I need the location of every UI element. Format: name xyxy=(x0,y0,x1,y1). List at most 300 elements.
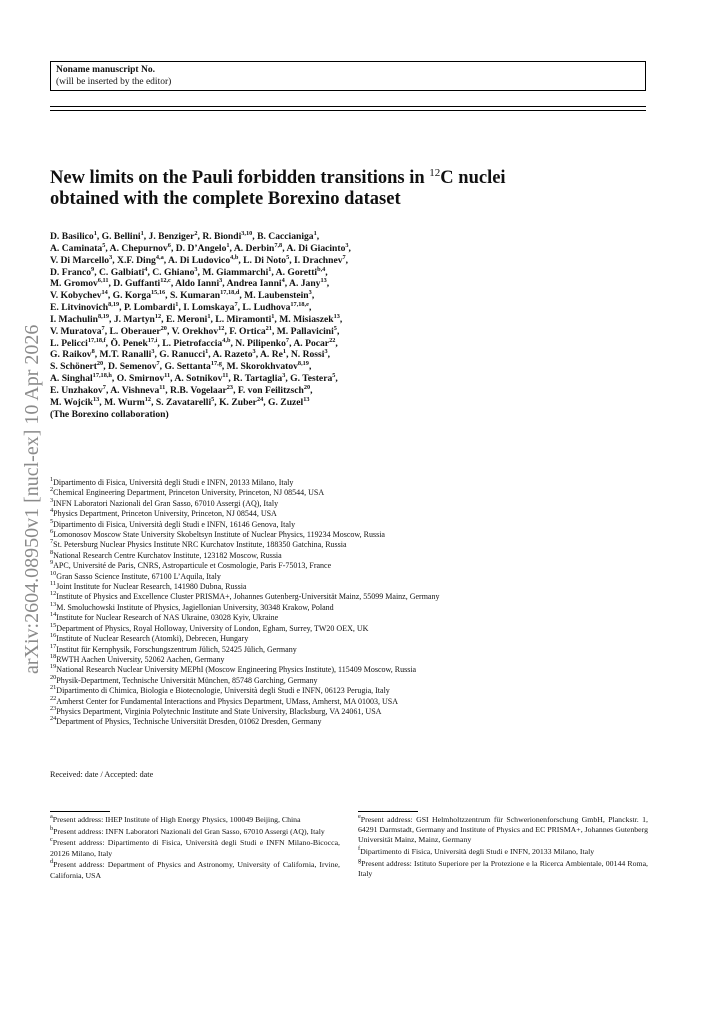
author-affiliation-marker: 9 xyxy=(91,265,95,273)
author-line xyxy=(50,255,660,267)
affiliation-number: 20 xyxy=(50,673,57,681)
header-rule-thin xyxy=(50,110,646,111)
author-line xyxy=(50,290,660,302)
author-name: V. Di Marcello xyxy=(50,254,110,266)
author-name: A. Goretti xyxy=(275,266,318,278)
author-line xyxy=(50,302,660,314)
affiliation-text: RWTH Aachen University, 52062 Aachen, Germany xyxy=(56,654,225,664)
author-separator: , xyxy=(326,278,330,290)
title-text: New limits on the Pauli forbidden transitions in xyxy=(50,168,430,188)
author-name: D. Franco xyxy=(50,266,92,278)
editor-note: (will be inserted by the editor) xyxy=(56,77,172,87)
author-name: D. Semenov xyxy=(108,361,157,373)
affiliation-item xyxy=(50,652,670,665)
author-name: G. Raikov xyxy=(50,349,92,361)
author-name: Ö. Penek xyxy=(110,337,148,349)
author-affiliation-marker: 7 xyxy=(102,383,106,391)
footnotes-left xyxy=(50,815,340,882)
author-affiliation-marker: 1 xyxy=(175,301,179,309)
author-name: D. Guffanti xyxy=(113,278,161,290)
affiliation-number: 11 xyxy=(50,580,57,588)
author-separator: , xyxy=(238,254,244,266)
footnote-text: Present address: GSI Helmholtzzentrum für Schwerionenforschung GmbH, Planckstr. 1, 64291 Darmstadt, Germany and Institute of Physics and EC PRISMA+, Johannes Gutenberg Universität Mainz, Mainz, Germany xyxy=(358,815,648,845)
author-affiliation-marker: 5 xyxy=(102,241,106,249)
author-name: R.B. Vogelaar xyxy=(170,384,227,396)
author-affiliation-marker: 8,19 xyxy=(97,312,110,320)
author-name: M. Misiaszek xyxy=(279,313,334,325)
author-affiliation-marker: 1 xyxy=(207,312,211,320)
author-name: J. Benziger xyxy=(148,231,195,242)
author-name: A. Caminata xyxy=(50,242,103,254)
author-affiliation-marker: 4 xyxy=(144,265,148,273)
author-separator: , xyxy=(143,231,149,242)
author-name: M. Pallavicini xyxy=(276,325,334,337)
author-separator: , xyxy=(308,361,312,373)
author-line xyxy=(50,409,660,421)
affiliation-number: 15 xyxy=(50,621,57,629)
footnote-text: Dipartimento di Fisica, Università degli Studi e INFN, 20133 Milano, Italy xyxy=(360,847,595,857)
footnote-marker: a xyxy=(50,813,53,820)
author-affiliation-marker: 11 xyxy=(222,372,229,380)
affiliation-number: 1 xyxy=(50,476,54,483)
author-affiliation-marker: 22 xyxy=(329,336,336,344)
author-separator: , xyxy=(210,313,216,325)
author-name: X.F. Ding xyxy=(117,254,156,266)
author-name: I. Drachnev xyxy=(294,254,343,266)
affiliation-text: Institute of Physics and Excellence Cluster PRISMA+, Johannes Gutenberg-Universität Mainz, 55099 Mainz, Germany xyxy=(56,592,440,602)
author-affiliation-marker: 20 xyxy=(303,383,311,391)
author-separator: , xyxy=(166,325,172,337)
author-separator: , xyxy=(108,278,114,290)
author-separator: , xyxy=(170,242,176,254)
footnote-text: Present address: Dipartimento di Fisica, Università degli Studi e INFN Milano-Bicocca, 20126 Milano, Italy xyxy=(50,838,340,858)
affiliation-item xyxy=(50,665,670,675)
affiliation-number: 19 xyxy=(50,663,57,671)
author-separator: , xyxy=(282,242,287,254)
affiliation-item xyxy=(50,496,670,509)
author-affiliation-marker: 5 xyxy=(286,253,290,261)
affiliation-text: APC, Université de Paris, CNRS, Astroparticule et Cosmologie, Paris F-75013, France xyxy=(53,561,332,571)
author-affiliation-marker: 12,c xyxy=(160,277,171,285)
affiliation-text: Chemical Engineering Department, Princeton University, Princeton, NJ 08544, USA xyxy=(53,488,325,498)
author-affiliation-marker: 3 xyxy=(252,348,256,356)
received-date: Received: date / Accepted: date xyxy=(50,770,154,779)
author-separator: , xyxy=(233,384,238,396)
author-affiliation-marker: 1 xyxy=(271,312,275,320)
author-separator: , xyxy=(96,231,102,242)
affiliation-number: 2 xyxy=(50,486,54,494)
footnote-item xyxy=(50,824,340,837)
author-name: D. Basilico xyxy=(50,231,94,242)
author-separator: , xyxy=(94,266,99,278)
affiliation-item xyxy=(50,582,670,592)
author-affiliation-marker: 17,g xyxy=(210,360,222,368)
author-name: E. Unzhakov xyxy=(50,384,103,396)
footnote-text: Present address: Department of Physics and Astronomy, University of California, Irvine, California, USA xyxy=(50,860,340,880)
author-name: B. Caccianiga xyxy=(257,231,314,242)
affiliation-text: Institute for Nuclear Research of NAS Ukraine, 03028 Kyiv, Ukraine xyxy=(56,613,279,623)
author-name: Andrea Ianni xyxy=(226,278,282,290)
author-name: A. Re xyxy=(259,349,283,361)
author-affiliation-marker: 12 xyxy=(218,324,225,332)
author-separator: , xyxy=(99,396,105,408)
author-affiliation-marker: 7 xyxy=(101,324,105,332)
affiliation-item xyxy=(50,569,670,582)
author-separator: , xyxy=(308,302,312,314)
affiliation-text: M. Smoluchowski Institute of Physics, Jagiellonian University, 30348 Krakow, Poland xyxy=(56,602,334,612)
author-affiliation-marker: 1 xyxy=(140,230,144,237)
author-line xyxy=(50,385,660,397)
author-separator: , xyxy=(94,349,100,361)
author-name: S. Schönert xyxy=(50,361,97,373)
author-separator: , xyxy=(274,313,280,325)
affiliation-item xyxy=(50,686,670,696)
affiliation-text: Institut für Kernphysik, Forschungszentrum Jülich, 52425 Jülich, Germany xyxy=(56,644,297,654)
author-name: V. Orekhov xyxy=(171,325,219,337)
author-affiliation-marker: 17,i xyxy=(147,336,158,344)
title-line-1 xyxy=(50,168,650,189)
affiliation-number: 18 xyxy=(50,652,57,660)
author-affiliation-marker: 3 xyxy=(109,253,113,261)
author-affiliation-marker: 3 xyxy=(308,289,312,297)
affiliation-list xyxy=(50,478,670,728)
author-name: A. Chepurnov xyxy=(109,242,168,254)
footnote-marker: e xyxy=(358,813,361,820)
author-name: M. Giammarchi xyxy=(202,266,269,278)
author-name: G. Ranucci xyxy=(159,349,206,361)
author-name: E. Litvinovich xyxy=(50,302,109,314)
author-separator: , xyxy=(336,325,340,337)
author-separator: , xyxy=(229,242,234,254)
author-separator: , xyxy=(214,396,220,408)
author-separator: , xyxy=(154,349,160,361)
author-affiliation-marker: 4,b xyxy=(222,336,231,344)
affiliation-item xyxy=(50,673,670,686)
author-affiliation-marker: 14 xyxy=(101,289,108,297)
affiliation-item xyxy=(50,634,670,644)
author-name: A. Pocar xyxy=(293,337,330,349)
author-name: A. Derbin xyxy=(233,242,275,254)
author-affiliation-marker: 1 xyxy=(226,241,230,249)
author-affiliation-marker: 5 xyxy=(211,395,215,403)
author-line xyxy=(50,349,660,361)
affiliation-text: Physics Department, Virginia Polytechnic Institute and State University, Blacksburg, VA 24061, USA xyxy=(56,706,382,716)
footnote-text: Present address: Istituto Superiore per la Protezione e la Ricerca Ambientale, 00144 Roma, Italy xyxy=(358,858,648,879)
affiliation-number: 23 xyxy=(50,704,57,712)
author-name: G. Testera xyxy=(290,373,333,385)
affiliation-number: 9 xyxy=(50,559,54,567)
author-affiliation-marker: 17,18,e xyxy=(290,301,309,309)
author-name: G. Bellini xyxy=(101,231,141,242)
affiliation-text: St. Petersburg Nuclear Physics Institute NRC Kurchatov Institute, 188350 Gatchina, Russia xyxy=(53,540,347,550)
author-separator: , xyxy=(170,278,176,290)
author-affiliation-marker: 2 xyxy=(194,230,198,237)
author-affiliation-marker: 13 xyxy=(303,395,310,403)
author-affiliation-marker: 17,18,h xyxy=(92,372,112,380)
author-name: F. Ortica xyxy=(229,325,266,337)
author-affiliation-marker: 4,a xyxy=(155,253,164,261)
author-affiliation-marker: 3 xyxy=(219,277,223,285)
author-name: M. Wojcik xyxy=(50,396,93,408)
author-name: A. Singhal xyxy=(50,373,93,385)
author-name: V. Kobychev xyxy=(50,290,102,302)
affiliation-item xyxy=(50,592,670,602)
affiliation-text: Physik-Department, Technische Universität München, 85748 Garching, Germany xyxy=(56,675,318,685)
author-affiliation-marker: 1 xyxy=(268,265,272,273)
author-name: M.T. Ranalli xyxy=(99,349,152,361)
author-separator: , xyxy=(230,337,236,349)
author-name: A. Jany xyxy=(289,278,321,290)
author-separator: (The Borexino collaboration) xyxy=(50,408,169,420)
author-affiliation-marker: 20 xyxy=(160,324,167,332)
author-name: L. Miramonti xyxy=(215,313,272,325)
author-name: C. Galbiati xyxy=(98,266,145,278)
author-affiliation-marker: 1 xyxy=(93,230,97,237)
affiliation-text: Institute of Nuclear Research (Atomki), Debrecen, Hungary xyxy=(56,634,249,644)
affiliation-text: Dipartimento di Chimica, Biologia e Biotecnologie, Università degli Studi e INFN, 06123 Perugia, Italy xyxy=(56,686,390,696)
manuscript-number: Noname manuscript No. xyxy=(56,65,155,75)
author-name: A. Di Giacinto xyxy=(286,242,346,254)
author-separator: , xyxy=(325,266,328,278)
author-separator: , xyxy=(159,361,165,373)
affiliation-text: Dipartimento di Fisica, Università degli Studi e INFN, 16146 Genova, Italy xyxy=(53,519,296,529)
arxiv-watermark: arXiv:2604.08950v1 [nucl-ex] 10 Apr 2026 xyxy=(21,324,43,674)
footnote-marker: b xyxy=(50,824,54,832)
affiliation-item xyxy=(50,561,670,571)
author-separator: , xyxy=(165,290,170,302)
footnote-rule-right xyxy=(358,811,418,812)
affiliation-text: INFN Laboratori Nazionali del Gran Sasso, 67010 Assergi (AQ), Italy xyxy=(53,498,279,508)
author-affiliation-marker: 11 xyxy=(164,372,171,380)
author-line xyxy=(50,314,660,326)
author-line xyxy=(50,278,660,290)
author-line xyxy=(50,231,660,243)
author-separator: , xyxy=(252,231,258,242)
author-name: E. Meroni xyxy=(165,313,208,325)
affiliation-number: 24 xyxy=(50,715,57,723)
author-separator: , xyxy=(163,254,169,266)
affiliation-number: 5 xyxy=(50,517,54,525)
manuscript-box xyxy=(50,61,646,91)
author-separator: , xyxy=(111,373,117,385)
author-separator: , xyxy=(271,325,277,337)
author-separator: , xyxy=(345,254,349,266)
footnote-rule-left xyxy=(50,811,110,812)
author-separator: , xyxy=(119,302,124,314)
author-separator: , xyxy=(311,290,315,302)
author-name: A. Vishneva xyxy=(110,384,160,396)
author-name: V. Muratova xyxy=(50,325,102,337)
author-name: S. Zavatarelli xyxy=(155,396,212,408)
author-separator: , xyxy=(263,396,269,408)
author-affiliation-marker: 23 xyxy=(226,383,234,391)
author-separator: , xyxy=(112,254,118,266)
author-separator: , xyxy=(151,396,156,408)
author-name: N. Rossi xyxy=(290,349,325,361)
author-separator: , xyxy=(239,290,245,302)
author-affiliation-marker: 1 xyxy=(205,348,209,356)
author-affiliation-marker: 20 xyxy=(96,360,104,368)
footnote-marker: c xyxy=(50,836,53,844)
author-separator: , xyxy=(170,373,175,385)
author-affiliation-marker: 8,19 xyxy=(297,360,309,368)
author-name: Aldo Ianni xyxy=(175,278,220,290)
footnote-item xyxy=(50,860,340,880)
author-affiliation-marker: 5 xyxy=(332,372,336,380)
author-name: P. Lombardi xyxy=(123,302,176,314)
author-name: N. Pilipenko xyxy=(235,337,286,349)
affiliation-item xyxy=(50,548,670,561)
author-separator: , xyxy=(310,384,313,396)
affiliation-text: National Research Nuclear University MEPhI (Moscow Engineering Physics Institute), 115409 Moscow, Russia xyxy=(56,665,417,675)
author-list xyxy=(50,231,660,421)
affiliation-text: Dipartimento di Fisica, Università degli Studi e INFN, 20133 Milano, Italy xyxy=(53,478,294,487)
author-affiliation-marker: 1 xyxy=(282,348,287,356)
affiliation-item xyxy=(50,540,670,550)
author-name: A. Razeto xyxy=(212,349,253,361)
author-separator: , xyxy=(348,242,351,254)
author-name: M. Wurm xyxy=(104,396,145,408)
author-name: L. Oberauer xyxy=(109,325,161,337)
affiliation-number: 6 xyxy=(50,528,54,536)
affiliation-item xyxy=(50,478,670,488)
author-name: K. Zuber xyxy=(219,396,257,408)
author-separator: , xyxy=(285,373,291,385)
author-name: S. Kumaran xyxy=(169,290,221,302)
affiliation-item xyxy=(50,694,670,707)
affiliation-item xyxy=(50,704,670,717)
author-name: L. Pietrofaccia xyxy=(162,337,223,349)
author-separator: , xyxy=(222,278,227,290)
affiliation-number: 3 xyxy=(50,496,54,504)
author-affiliation-marker: 13 xyxy=(333,312,340,320)
author-affiliation-marker: 4,b xyxy=(230,253,239,261)
author-affiliation-marker: 15,16 xyxy=(151,289,166,297)
footnote-text: Present address: INFN Laboratori Nazionali del Gran Sasso, 67010 Assergi (AQ), Italy xyxy=(53,826,325,836)
author-name: G. Korga xyxy=(112,290,151,302)
author-name: L. Ludhova xyxy=(242,302,291,314)
affiliation-number: 7 xyxy=(50,538,54,546)
author-separator: , xyxy=(289,254,295,266)
author-affiliation-marker: 13 xyxy=(320,277,327,285)
affiliation-number: 14 xyxy=(50,611,57,619)
author-name: C. Ghiano xyxy=(152,266,195,278)
affiliation-item xyxy=(50,621,670,634)
author-separator: , xyxy=(286,349,291,361)
author-separator: , xyxy=(339,313,343,325)
author-separator: , xyxy=(289,337,294,349)
affiliation-number: 21 xyxy=(50,684,57,692)
author-affiliation-marker: 7,8 xyxy=(274,241,283,249)
author-affiliation-marker: 6,11 xyxy=(97,277,109,285)
author-separator: , xyxy=(197,266,203,278)
author-affiliation-marker: 13 xyxy=(93,395,100,403)
title-line-2: obtained with the complete Borexino dataset xyxy=(50,189,401,209)
author-separator: , xyxy=(224,325,230,337)
author-separator: , xyxy=(161,313,166,325)
author-affiliation-marker: 12 xyxy=(154,312,162,320)
author-affiliation-marker: b,4 xyxy=(317,265,326,273)
affiliation-text: Lomonosov Moscow State University Skobeltsyn Institute of Nuclear Physics, 119234 Moscow, Russia xyxy=(53,530,385,540)
author-separator: , xyxy=(109,313,114,325)
author-separator: , xyxy=(147,266,153,278)
author-name: L. Di Noto xyxy=(243,254,287,266)
affiliation-item xyxy=(50,613,670,623)
author-affiliation-marker: 3 xyxy=(282,372,286,380)
footnote-marker: g xyxy=(358,856,362,864)
affiliation-item xyxy=(50,717,670,727)
author-affiliation-marker: 7 xyxy=(342,253,346,261)
paper-title xyxy=(50,168,650,210)
author-separator: , xyxy=(284,278,290,290)
author-name: F. von Feilitzsch xyxy=(237,384,304,396)
footnote-marker: d xyxy=(50,858,54,866)
author-affiliation-marker: 21 xyxy=(265,324,272,332)
author-affiliation-marker: 1 xyxy=(313,230,317,237)
affiliation-number: 10 xyxy=(50,569,57,577)
author-affiliation-marker: 4 xyxy=(281,277,285,285)
header-rule xyxy=(50,106,646,107)
author-name: D. D’Angelo xyxy=(175,242,227,254)
author-affiliation-marker: 7 xyxy=(285,336,290,344)
affiliation-number: 17 xyxy=(50,642,57,650)
affiliation-item xyxy=(50,642,670,655)
author-separator: , xyxy=(335,337,338,349)
author-affiliation-marker: 8 xyxy=(91,348,95,356)
author-affiliation-marker: 6 xyxy=(167,241,171,249)
affiliation-item xyxy=(50,600,670,613)
author-affiliation-marker: 17,18,f xyxy=(87,336,106,344)
title-superscript: 12 xyxy=(429,167,441,179)
affiliation-number: 13 xyxy=(50,600,57,608)
author-separator: , xyxy=(208,349,213,361)
footnote-item xyxy=(50,815,340,825)
affiliation-item xyxy=(50,488,670,498)
author-line xyxy=(50,326,660,338)
author-name: G. Zuzel xyxy=(268,396,304,408)
author-name: A. Di Ludovico xyxy=(168,254,231,266)
affiliation-item xyxy=(50,530,670,540)
footnote-item xyxy=(358,847,648,857)
author-affiliation-marker: 3,10 xyxy=(241,230,253,237)
author-name: M. Laubenstein xyxy=(244,290,309,302)
affiliation-number: 8 xyxy=(50,548,54,556)
author-affiliation-marker: 3 xyxy=(151,348,155,356)
affiliation-number: 22 xyxy=(50,694,57,702)
author-line xyxy=(50,373,660,385)
author-affiliation-marker: 11 xyxy=(159,383,166,391)
affiliation-item xyxy=(50,517,670,530)
author-separator: , xyxy=(157,337,163,349)
author-line xyxy=(50,243,660,255)
footnote-text: Present address: IHEP Institute of High Energy Physics, 100049 Beijing, China xyxy=(52,815,301,824)
author-separator: , xyxy=(105,337,111,349)
author-name: R. Biondi xyxy=(202,231,242,242)
author-line xyxy=(50,267,660,279)
affiliation-number: 12 xyxy=(50,590,57,598)
footnote-item xyxy=(50,838,340,858)
author-separator: , xyxy=(221,361,227,373)
author-separator: , xyxy=(316,231,320,242)
author-separator: , xyxy=(271,266,276,278)
affiliation-text: Department of Physics, Royal Holloway, University of London, Egham, Surrey, TW20 OEX, UK xyxy=(56,623,369,633)
author-separator: , xyxy=(105,242,110,254)
author-affiliation-marker: 17,18,d xyxy=(220,289,240,297)
author-name: I. Lomskaya xyxy=(183,302,235,314)
author-affiliation-marker: 3 xyxy=(345,241,349,249)
affiliation-number: 4 xyxy=(50,507,54,515)
author-name: J. Martyn xyxy=(113,313,155,325)
